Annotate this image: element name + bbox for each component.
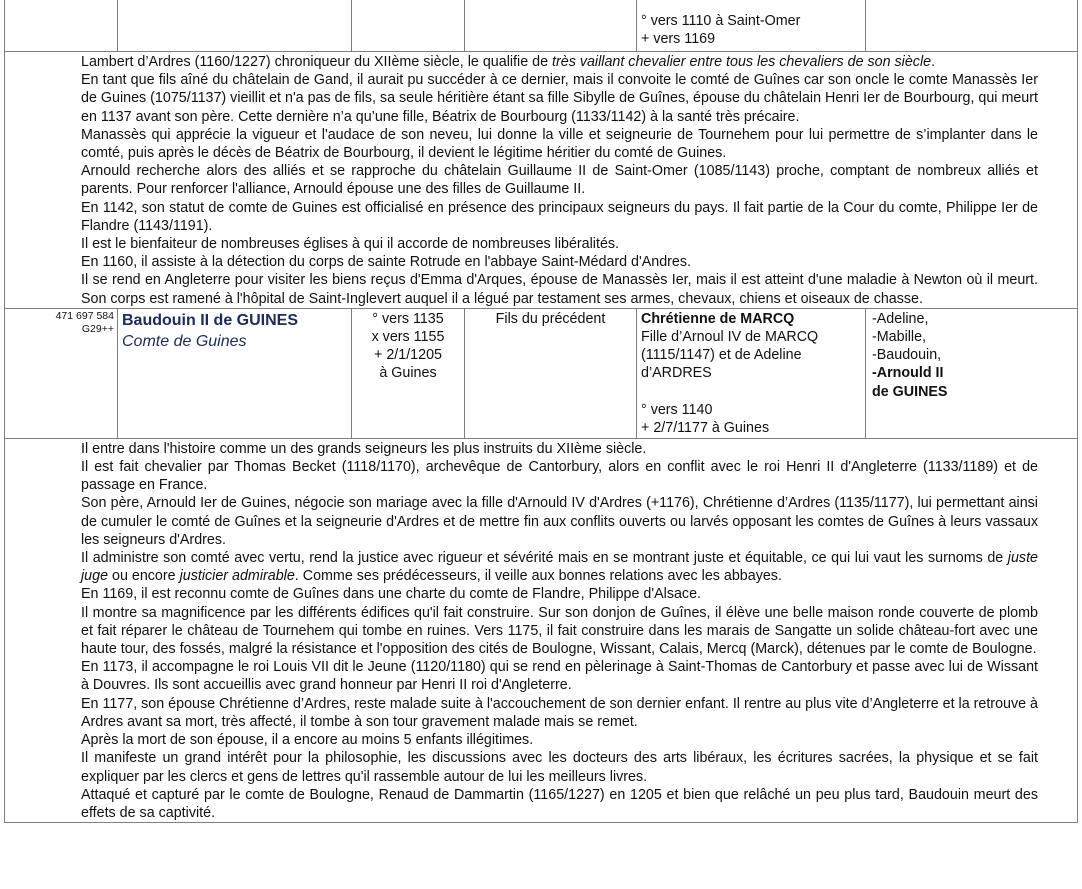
dates-cell (352, 308, 465, 438)
genealogy-table (4, 0, 1078, 823)
bio-paragraph (81, 458, 1038, 494)
bio-paragraph (81, 53, 1038, 71)
spouse-detail-line: (1115/1147) et de Adeline (641, 347, 802, 364)
spouse-detail-line: ° vers 1140 (641, 401, 713, 418)
death-date: + 2/1/1205 (374, 347, 442, 364)
bio-text: Il est fait chevalier par Thomas Becket (1118/1170), archevêque de Cantorbury, alors en conflit avec le roi Henri II d'Angleterre (1133/1189) et de passage en France. (81, 459, 1038, 494)
bio-text: En 1142, son statut de comte de Guines est officialisé en présence des principaux seigneurs du pays. Il fait partie de la Cour du comte, Philippe Ier de Flandre (1143/1191). (81, 199, 1038, 234)
biography-row (5, 52, 1078, 309)
bio-paragraph (81, 585, 1038, 603)
bio-text: En 1177, son épouse Chrétienne d’Ardres, reste malade suite à l'accouchement de son dernier enfant. Il rentre au plus vite d’Angleterre et la retrouve à Ardres avant sa mort, très affecté, il tombe à son tour gravement malade mais se remet. (81, 695, 1038, 730)
child-entry: -Baudouin, (872, 347, 942, 364)
child-entry: de GUINES (872, 383, 948, 400)
bio-text: Son père, Arnould Ier de Guines, négocie son mariage avec la fille d'Arnould IV d'Ardres (+1176), Chrétienne d’Ardres (1135/1177), lui permettant ainsi de cumuler le comté de Guînes et la seigneurie d'Ardres et de mettre fin aux conflits ouverts ou larvés opposant les comtes de Guînes à leurs vassaux les seigneurs d'Ardres. (81, 495, 1038, 548)
death-place: à Guines (379, 365, 437, 382)
spouse-detail-line: d’ARDRES (641, 365, 712, 382)
ref-cell (5, 0, 118, 52)
person-name: Baudouin II de GUINES Comte de Guines (118, 309, 351, 353)
bio-text: En 1173, il accompagne le roi Louis VII dit le Jeune (1120/1180) qui se rend en pèlerinage à Saint-Thomas de Cantorbury et passe avec lui de Wissant à Douvres. Ils sont accueillis avec grand honneur par Henri II roi d'Angleterre. (81, 659, 1038, 694)
biography-baudouin-ii (5, 438, 1078, 822)
child-entry: -Mabille, (872, 329, 927, 346)
bio-paragraph (81, 658, 1038, 694)
spouse-detail-line (641, 383, 861, 401)
spouse-details (641, 328, 861, 437)
children-cell (866, 308, 1078, 438)
name-cell (118, 308, 352, 438)
bio-text: Il administre son comté avec vertu, rend la justice avec rigueur et sévérité mais en se montrant juste et équitable, ce qui lui vaut les surnoms de (81, 550, 1008, 567)
bio-text: Lambert d’Ardres (1160/1227) chroniqueur du XIIème siècle, le qualifie de (81, 54, 553, 70)
bio-text: . Comme ses prédécesseurs, il veille aux bonnes relations avec les abbayes. (294, 568, 782, 585)
bio-text: Il entre dans l'histoire comme un des grands seigneurs les plus instruits du XIIème siècle. (81, 440, 647, 457)
bio-paragraph (81, 731, 1038, 749)
spouse-birth: ° vers 1110 à Saint-Omer (641, 13, 801, 29)
bio-paragraph (81, 253, 1038, 271)
bio-paragraph (81, 162, 1038, 198)
bio-paragraph (81, 235, 1038, 253)
bio-text: En tant que fils aîné du châtelain de Gand, il aurait pu succéder à ce dernier, mais il convoite le comté de Guînes car son oncle le comte Manassès Ier de Guines (1075/1137) vieillit et n'a pas de fils, sa seule héritière étant sa fille Sibylle de Guînes, épouse du châtelain Henri Ier de Bourbourg, qui meurt en 1137 avant son père. Cette dernière n’a qu’une fille, Béatrix de Bourbourg (1133/1142) à la santé très précaire. (81, 72, 1038, 125)
spouse-cell (637, 308, 866, 438)
child-entry: -Arnould II (872, 365, 944, 382)
person-row (5, 308, 1078, 438)
bio-text: Attaqué et capturé par le comte de Boulogne, Renaud de Dammartin (1165/1227) en 1205 et bien que relâché un peu plus tard, Baudouin meurt des effets de sa captivité. (81, 786, 1038, 821)
biography-arnould-i (5, 52, 1078, 309)
bio-paragraph (81, 71, 1038, 126)
generation-code: G29++ (81, 322, 114, 335)
italic-quote: très vaillant chevalier entre tous les chevaliers de son siècle (552, 54, 932, 70)
bio-text: . (931, 54, 936, 70)
sosa-number: 471 697 584 (55, 309, 114, 322)
name-cell (118, 0, 352, 52)
bio-paragraph (81, 695, 1038, 731)
bio-text: En 1160, il assiste à la détection du corps de sainte Rotrude en l'abbaye Saint-Médard d'Andres. (81, 254, 692, 271)
ref-cell (5, 308, 118, 438)
child-entry: -Adeline, (872, 310, 929, 327)
person-title: Comte de Guines (122, 332, 247, 350)
birth-date: ° vers 1135 (372, 310, 444, 327)
bio-paragraph (81, 126, 1038, 162)
bio-paragraph (81, 199, 1038, 235)
italic-quote: justicier admirable (179, 568, 295, 585)
bio-paragraph (81, 440, 1038, 458)
bio-paragraph (81, 494, 1038, 549)
spouse-death: + vers 1169 (641, 31, 716, 48)
bio-paragraph (81, 549, 1038, 585)
biography-row (5, 438, 1078, 822)
bio-text: Il est le bienfaiteur de nombreuses églises à qui il accorde de nombreuses libéralités. (81, 236, 620, 253)
marriage-date: x vers 1155 (371, 329, 445, 346)
spouse-detail-line: + 2/7/1177 à Guines (641, 419, 770, 436)
bio-text: Arnould recherche alors des alliés et se rapproche du châtelain Guillaume II de Saint-Omer (1085/1143) proche, comptant de nombreux alliés et parents. Pour renforcer l'alliance, Arnould épouse une des filles de Guillaume II. (81, 163, 1038, 198)
bio-paragraph (81, 786, 1038, 822)
bio-text: Après la mort de son épouse, il a encore au moins 5 enfants illégitimes. (81, 732, 534, 749)
bio-text: Il montre sa magnificence par les différents édifices qu'il fait construire. Sur son donjon de Guînes, il élève une belle maison ronde couverte de plomb et fait réparer le château de Tournehem qui tombe en ruines. Vers 1175, il fait construire dans les marais de Sangatte un solide château-fort avec une haute tour, des fossés, malgré la résistance et l'opposition des cités de Boulogne, Wissant, Calais, Mercq (Marck), détenues par le comte de Boulogne. (81, 604, 1038, 658)
parents-cell (465, 0, 637, 52)
bio-text: ou encore (108, 568, 180, 585)
parents-text: Fils du précédent (495, 310, 606, 327)
previous-person-row (5, 0, 1078, 52)
bio-text: Manassès qui apprécie la vigueur et l'audace de son neveu, lui donne la ville et seigneurie de Tournehem pour lui permettre de s’implanter dans le comté, puis après le décès de Béatrix de Bourbourg, il devient le légitime héritier du comté de Guines. (81, 126, 1038, 162)
bio-paragraph (81, 749, 1038, 785)
spouse-name: Chrétienne de MARCQ (641, 310, 795, 327)
bio-text: Il se rend en Angleterre pour visiter les biens reçus d'Emma d'Arques, épouse de Manassès Ier, mais il est atteint d'une maladie à Newton où il meurt. Son corps est ramené à l'hôpital de Saint-Inglevert auquel il a légué par testament ses armes, chevaux, chiens et oiseaux de chasse. (81, 272, 1038, 307)
children-cell (866, 0, 1078, 52)
bio-paragraph (81, 604, 1038, 659)
dates-cell (352, 0, 465, 52)
bio-text: En 1169, il est reconnu comte de Guînes dans une charte du comte de Flandre, Philippe d'Alsace. (81, 586, 701, 603)
italic-quote: juste juge (81, 550, 1038, 585)
bio-text: Il manifeste un grand intérêt pour la philosophie, les discussions avec les docteurs des arts libéraux, les écritures sacrées, la physique et se fait expliquer par les clercs et gens de lettres qu'il rassemble autour de lui les meilleurs livres. (81, 750, 1038, 785)
parents-cell (465, 308, 637, 438)
spouse-cell (637, 0, 866, 52)
spouse-detail-line: Fille d’Arnoul IV de MARCQ (641, 329, 819, 346)
bio-paragraph (81, 271, 1038, 307)
